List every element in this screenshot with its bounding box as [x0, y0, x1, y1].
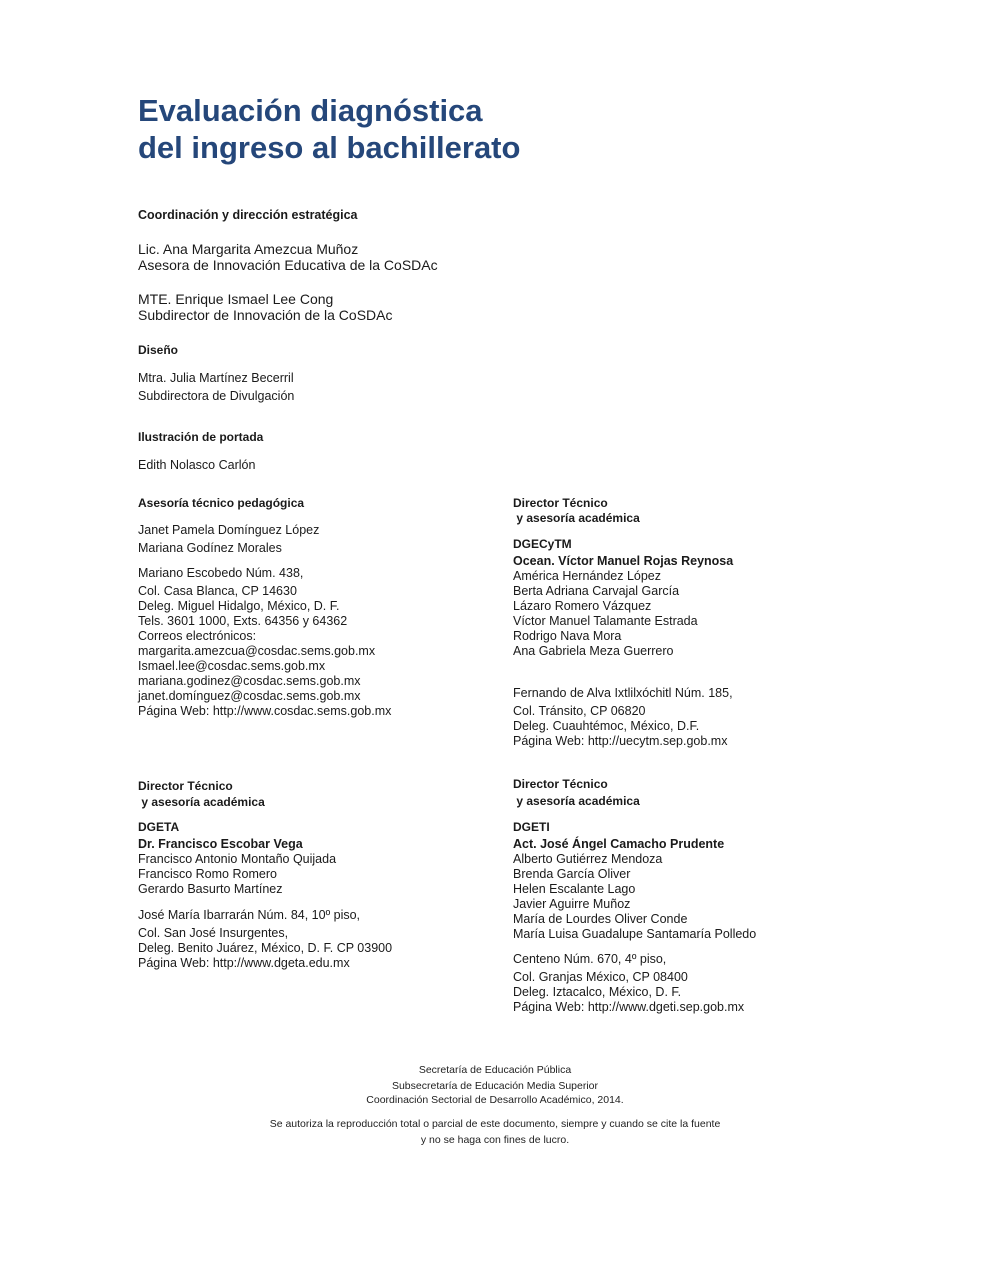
coordination-person-2 — [138, 291, 392, 323]
person-name: Lázaro Romero Vázquez — [513, 599, 652, 613]
dgeta-team — [138, 837, 336, 897]
footer-credits — [0, 1063, 990, 1107]
dgeta-address — [138, 908, 392, 971]
footer-line: Subsecretaría de Educación Media Superior — [391, 1080, 599, 1092]
person-name: Gerardo Basurto Martínez — [138, 882, 283, 896]
design-credit — [138, 369, 294, 405]
heading-line: y asesoría académica — [513, 794, 640, 808]
website-line: Página Web: http://www.cosdac.sems.gob.mx — [138, 704, 392, 718]
address-line: Deleg. Miguel Hidalgo, México, D. F. — [138, 599, 340, 613]
dgeti-org: DGETI — [513, 820, 550, 834]
dgeta-org: DGETA — [138, 820, 180, 834]
person-name: Francisco Antonio Montaño Quijada — [138, 852, 337, 866]
dgecytm-org: DGECyTM — [513, 537, 572, 551]
address-line: Col. Tránsito, CP 06820 — [513, 704, 646, 718]
heading-line: y asesoría académica — [513, 511, 640, 525]
dgecytm-team — [513, 554, 733, 659]
email-line: janet.domínguez@cosdac.sems.gob.mx — [138, 689, 361, 703]
person-name: María Luisa Guadalupe Santamaría Polledo — [513, 927, 757, 941]
address-line: Correos electrónicos: — [138, 629, 257, 643]
address-line: Col. Casa Blanca, CP 14630 — [138, 584, 297, 598]
address-line: Deleg. Iztacalco, México, D. F. — [513, 985, 682, 999]
address-line: Mariano Escobedo Núm. 438, — [138, 566, 304, 580]
coordination-person-1 — [138, 241, 438, 273]
person-name: Mtra. Julia Martínez Becerril — [138, 371, 294, 385]
person-name: Ana Gabriela Meza Guerrero — [513, 644, 674, 658]
address-line: Tels. 3601 1000, Exts. 64356 y 64362 — [138, 614, 348, 628]
technical-advice-names — [138, 521, 319, 557]
address-line: Col. Granjas México, CP 08400 — [513, 970, 688, 984]
technical-advice-heading: Asesoría técnico pedagógica — [138, 496, 305, 510]
dgeti-team — [513, 837, 756, 942]
person-name: María de Lourdes Oliver Conde — [513, 912, 688, 926]
heading-line: Director Técnico — [513, 496, 608, 510]
notice-line: y no se haga con fines de lucro. — [420, 1134, 570, 1146]
website-line: Página Web: http://www.dgeta.edu.mx — [138, 956, 350, 970]
person-name: Lic. Ana Margarita Amezcua Muñoz — [138, 241, 359, 257]
address-line: Fernando de Alva Ixtlilxóchitl Núm. 185, — [513, 686, 733, 700]
technical-advice-address — [138, 566, 391, 719]
address-line: Centeno Núm. 670, 4º piso, — [513, 952, 667, 966]
coordination-heading: Coordinación y dirección estratégica — [138, 208, 358, 222]
person-name: Helen Escalante Lago — [513, 882, 636, 896]
person-name: Rodrigo Nava Mora — [513, 629, 622, 643]
footer-line: Coordinación Sectorial de Desarrollo Académico, 2014. — [366, 1094, 624, 1106]
person-name: Víctor Manuel Talamante Estrada — [513, 614, 698, 628]
address-line: Col. San José Insurgentes, — [138, 926, 289, 940]
person-name: Alberto Gutiérrez Mendoza — [513, 852, 663, 866]
website-line: Página Web: http://uecytm.sep.gob.mx — [513, 734, 728, 748]
email-line: mariana.godinez@cosdac.sems.gob.mx — [138, 674, 361, 688]
title-line-1: Evaluación diagnóstica — [138, 93, 483, 128]
person-role: Asesora de Innovación Educativa de la CoSDAc — [138, 257, 438, 273]
person-role: Subdirectora de Divulgación — [138, 389, 295, 403]
footer-notice — [0, 1116, 990, 1148]
address-line: Deleg. Cuauhtémoc, México, D.F. — [513, 719, 700, 733]
dgeta-heading — [138, 778, 265, 810]
dgecytm-address — [513, 686, 733, 749]
dgecytm-heading — [513, 496, 640, 526]
design-heading: Diseño — [138, 343, 179, 357]
director-name: Act. José Ángel Camacho Prudente — [513, 837, 725, 851]
email-line: margarita.amezcua@cosdac.sems.gob.mx — [138, 644, 376, 658]
person-role: Subdirector de Innovación de la CoSDAc — [138, 307, 393, 323]
dgeti-address — [513, 952, 744, 1015]
cover-illustration-name: Edith Nolasco Carlón — [138, 458, 256, 472]
cover-illustration-heading: Ilustración de portada — [138, 430, 264, 444]
footer-line: Secretaría de Educación Pública — [418, 1064, 572, 1076]
heading-line: Director Técnico — [138, 779, 233, 793]
heading-line: Director Técnico — [513, 777, 608, 791]
document-title — [138, 92, 520, 166]
notice-line: Se autoriza la reproducción total o parcial de este documento, siempre y cuando se cite la fuente — [269, 1118, 721, 1130]
person-name: Berta Adriana Carvajal García — [513, 584, 680, 598]
website-line: Página Web: http://www.dgeti.sep.gob.mx — [513, 1000, 745, 1014]
title-line-2: del ingreso al bachillerato — [138, 130, 521, 165]
director-name: Ocean. Víctor Manuel Rojas Reynosa — [513, 554, 734, 568]
address-line: José María Ibarrarán Núm. 84, 10º piso, — [138, 908, 361, 922]
heading-line: y asesoría académica — [138, 795, 265, 809]
email-line: Ismael.lee@cosdac.sems.gob.mx — [138, 659, 326, 673]
person-name: Brenda García Oliver — [513, 867, 631, 881]
person-name: MTE. Enrique Ismael Lee Cong — [138, 291, 334, 307]
address-line: Deleg. Benito Juárez, México, D. F. CP 03900 — [138, 941, 393, 955]
director-name: Dr. Francisco Escobar Vega — [138, 837, 303, 851]
dgeti-heading — [513, 776, 640, 810]
person-name: Mariana Godínez Morales — [138, 541, 282, 555]
person-name: Janet Pamela Domínguez López — [138, 523, 320, 537]
person-name: Francisco Romo Romero — [138, 867, 277, 881]
person-name: América Hernández López — [513, 569, 661, 583]
person-name: Javier Aguirre Muñoz — [513, 897, 631, 911]
